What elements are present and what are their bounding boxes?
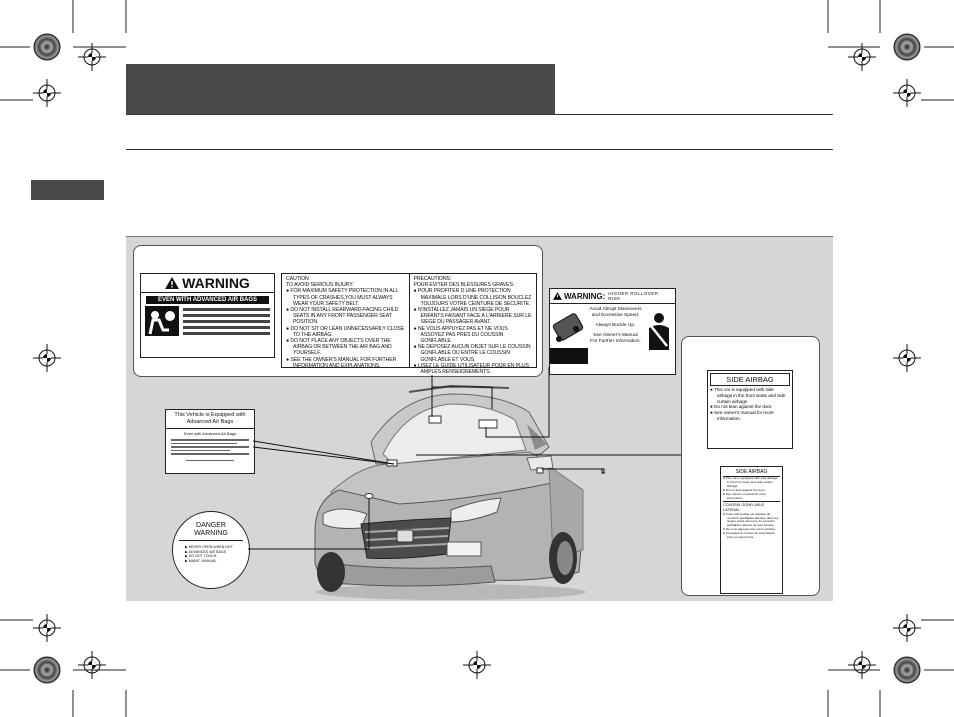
precaution-item: ● N'INSTALLEZ JAMAIS UN SIEGE POUR ENFANTS FAISANT FACE A L'ARRIERE SUR LE SIEGE DU PASSAGER AVANT. [413,307,532,326]
rollover-risk: HIGHER ROLLOVER RISK [608,291,659,301]
header-rule-bottom [126,149,833,150]
color-bar-disc [34,657,60,683]
chapter-title-bar [126,64,555,114]
leader-lines [126,237,833,601]
registration-mark [78,651,106,679]
registration-mark [893,344,921,372]
side-airbag-item-fr: ● Consultez le manuel du propriétaire pour en savoir plus. [723,531,775,540]
danger-item: ▶ ADVANCED AIR BAGS [185,549,227,554]
color-bar-disc [894,34,920,60]
side-airbag-item-fr: ● Cette automobile est équipée de coussins gonflables latéraux dans les sièges avant ainsi que de coussins gonflables rideaux de type fenêtre. [723,511,779,528]
side-airbag-item: ● Do not lean against the door. [710,405,773,411]
precaution-item: ● NE VOUS APPUYEZ PAS ET NE VOUS ASSOYEZ PAS PRES DU COUSSIN GONFLABLE. [413,325,508,345]
warning-title: WARNING [182,275,250,291]
danger-line1: DANGER [196,522,226,529]
rollover-text: Avoid Abrupt Maneuvers and Excessive Speed. Always Buckle Up. See Owner's Manual For Further Information. [589,307,642,344]
header-rule-top [126,114,833,115]
warning-subtitle: EVEN WITH ADVANCED AIR BAGS [146,296,269,304]
precaution-intro: POUR EVITER DES BLESSURES GRAVES: [413,282,515,289]
registration-mark [848,651,876,679]
registration-mark [33,344,61,372]
side-airbag-bilingual-title: SIDE AIRBAG [723,469,780,477]
side-airbag-item-en: ● Do not lean against the door. [723,487,766,492]
registration-mark [463,651,491,679]
registration-mark [33,79,61,107]
caution-item: ● DO NOT INSTALL REARWARD-FACING CHILD SEATS IN ANY FRONT PASSENGER SEAT POSITION. [286,307,399,326]
side-airbag-item-en: ● This car is equipped with side airbags in the front seats and side curtain airbags. [723,476,778,488]
label-illustration-panel [126,236,833,601]
precaution-title: PRECAUTIONS: [413,276,452,282]
caution-item: ● SEE THE OWNER'S MANUAL FOR FURTHER INFORMATION AND EXPLANATIONS. [286,356,397,369]
registration-mark [33,614,61,642]
danger-line2: WARNING [194,530,228,537]
danger-item: ▶ DO NOT TOUCH [185,554,217,559]
precaution-item: ● LISEZ LE GUIDE UTILISATEUR POUR EN PLUS AMPLES RENSEIGNEMENTS. [413,362,529,376]
caution-item: ● DO NOT SIT OR LEAN UNNECESSARILY CLOSE TO THE AIRBAG. [286,325,405,338]
advanced-title-line2: Advanced Air Bags [186,419,234,425]
danger-item: ▶ MAINT. MANUAL [185,558,217,563]
danger-item: ▶ NEVER OPEN WHEN HOT. [185,545,234,549]
precaution-item: ● NE DEPOSEZ AUCUN OBJET SUR LE COUSSIN GONFLABLE OU ENTRE LE COUSSIN GONFLABLE ET VOUS. [413,344,531,363]
precaution-item: ● POUR PROFITER D UNE PROTECTION MAXIMALE LORS D'UNE COLLISION BOUCLEZ TOUJOURS VOTRE CEINTURE DE SECURITE. [413,288,532,307]
side-airbag-item-en: ● See owner's manual for more information. [723,491,767,500]
section-side-tab [31,180,104,200]
coussin-title: COUSSIN GONFLABLE LATERAL [723,501,780,512]
registration-mark [893,614,921,642]
registration-mark [893,79,921,107]
advanced-title-line1: This Vehicle is Equipped with [174,412,246,418]
side-airbag-item: ● This car is equipped with side airbags in the front seats and side curtain airbags. [710,388,786,405]
caution-item: ● DO NOT PLACE ANY OBJECTS OVER THE AIRBAG OR BETWEEN THE AIR BAG AND YOURSELF. [286,338,392,357]
caution-item: ● FOR MAXIMUM SAFETY PROTECTION IN ALL TYPES OF CRASHES,YOU MUST ALWAYS WEAR YOUR SAFETY BELT. [286,288,399,307]
caution-intro: TO AVOID SERIOUS INJURY: [286,282,354,289]
color-bar-disc [894,657,920,683]
color-bar-disc [34,34,60,60]
side-airbag-title: SIDE AIRBAG [710,373,790,386]
caution-title: CAUTION [286,276,309,282]
side-airbag-item: ● See owner's manual for more information. [710,411,774,422]
advanced-heading: Even with Advanced Air Bags [183,431,237,436]
side-airbag-item-fr: ● Ne vous appuyez pas sur la portière. [723,527,777,532]
rollover-warning-title: WARNING: [563,291,606,301]
